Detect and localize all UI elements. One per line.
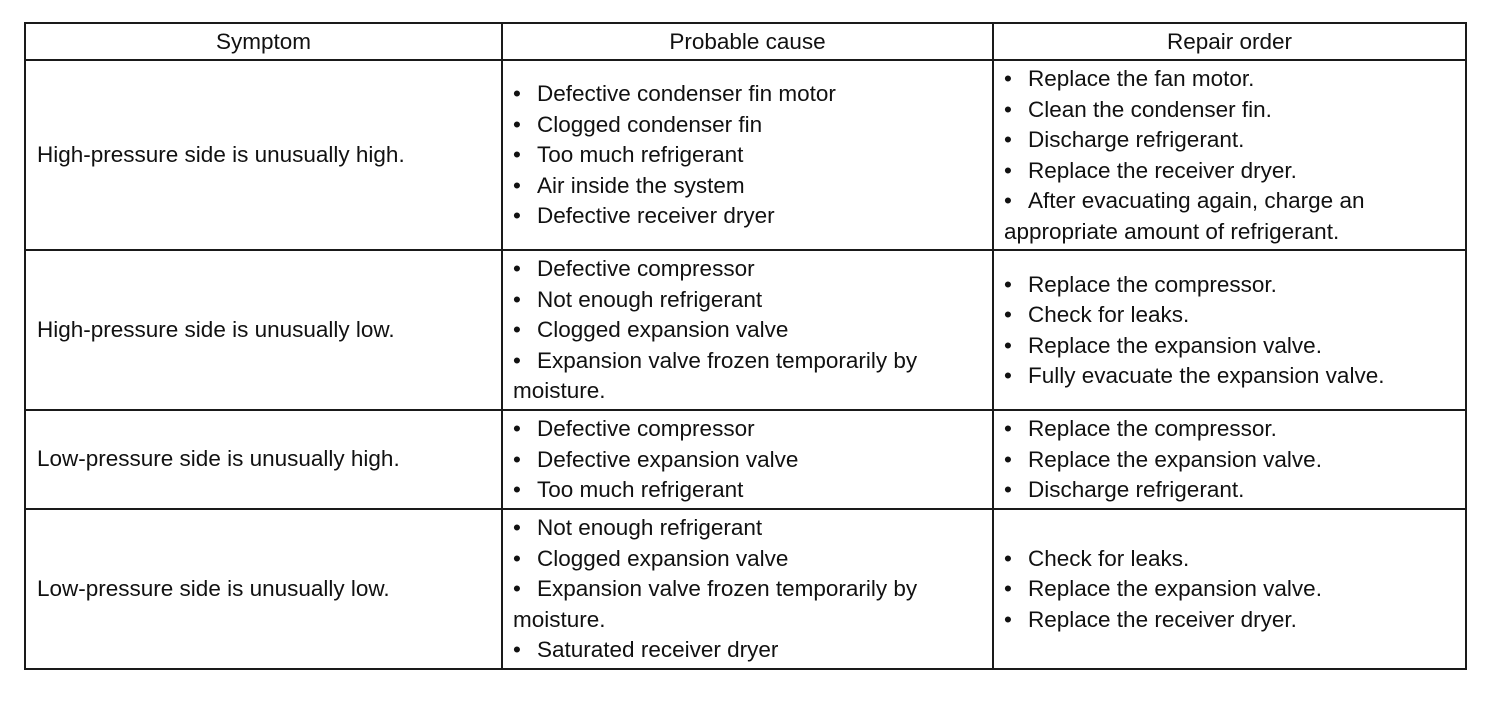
cause-item-text: Air inside the system bbox=[537, 172, 745, 198]
probable-cause-cell bbox=[502, 410, 993, 509]
repair-item bbox=[1004, 186, 1459, 247]
bullet-icon: • bbox=[1004, 416, 1012, 442]
repair-item-text: Replace the fan motor. bbox=[1028, 66, 1255, 91]
cause-item bbox=[513, 475, 986, 506]
cause-item-text: Defective compressor bbox=[537, 256, 755, 282]
table-header bbox=[25, 23, 1466, 60]
bullet-icon: • bbox=[1004, 66, 1012, 91]
header-row bbox=[25, 23, 1466, 60]
repair-item bbox=[1004, 475, 1459, 506]
cause-item-text: Too much refrigerant bbox=[537, 142, 744, 168]
cause-item bbox=[513, 574, 986, 635]
bullet-icon: • bbox=[1004, 302, 1012, 327]
cause-item bbox=[513, 140, 986, 171]
cause-item-text: Clogged expansion valve bbox=[537, 317, 789, 343]
cause-item-text: Defective expansion valve bbox=[537, 446, 799, 472]
bullet-icon: • bbox=[1004, 127, 1012, 152]
repair-order-cell bbox=[993, 250, 1466, 410]
bullet-icon: • bbox=[1004, 545, 1012, 571]
cause-item bbox=[513, 513, 986, 544]
repair-item-text: Replace the receiver dryer. bbox=[1028, 157, 1297, 183]
repair-item-text: Replace the receiver dryer. bbox=[1028, 606, 1297, 632]
table-row bbox=[25, 250, 1466, 410]
cause-item-text: Too much refrigerant bbox=[537, 477, 744, 503]
repair-item-text: Fully evacuate the expansion valve. bbox=[1028, 363, 1385, 388]
repair-item bbox=[1004, 64, 1459, 95]
cause-item-text: Defective receiver dryer bbox=[537, 203, 775, 229]
bullet-icon: • bbox=[513, 446, 521, 472]
bullet-icon: • bbox=[513, 545, 521, 571]
bullet-icon: • bbox=[513, 172, 521, 198]
bullet-icon: • bbox=[1004, 477, 1012, 503]
repair-item bbox=[1004, 605, 1459, 636]
bullet-icon: • bbox=[513, 515, 521, 540]
repair-item-text: Replace the compressor. bbox=[1028, 416, 1277, 442]
repair-item-text: Discharge refrigerant. bbox=[1028, 477, 1245, 503]
cause-item-text: Clogged expansion valve bbox=[537, 545, 789, 571]
cause-item bbox=[513, 346, 986, 407]
cause-item-text: Expansion valve frozen temporarily by moisture. bbox=[513, 576, 918, 632]
cause-item bbox=[513, 445, 986, 476]
cause-item bbox=[513, 635, 986, 666]
header-repair-order: Repair order bbox=[993, 23, 1466, 60]
repair-item-text: Clean the condenser fin. bbox=[1028, 96, 1272, 122]
bullet-icon: • bbox=[1004, 96, 1012, 122]
bullet-icon: • bbox=[1004, 446, 1012, 472]
probable-cause-cell bbox=[502, 250, 993, 410]
bullet-icon: • bbox=[1004, 188, 1012, 213]
cause-item bbox=[513, 285, 986, 316]
repair-item bbox=[1004, 95, 1459, 126]
cause-item-text: Clogged condenser fin bbox=[537, 111, 763, 137]
table-row bbox=[25, 509, 1466, 669]
bullet-icon: • bbox=[1004, 606, 1012, 632]
repair-item bbox=[1004, 361, 1459, 392]
bullet-icon: • bbox=[1004, 363, 1012, 388]
bullet-icon: • bbox=[513, 347, 521, 373]
bullet-icon: • bbox=[1004, 271, 1012, 297]
cause-item bbox=[513, 544, 986, 575]
cause-item bbox=[513, 414, 986, 445]
repair-item bbox=[1004, 544, 1459, 575]
bullet-icon: • bbox=[1004, 157, 1012, 183]
table-row bbox=[25, 410, 1466, 509]
repair-item-text: Replace the expansion valve. bbox=[1028, 446, 1322, 472]
bullet-icon: • bbox=[513, 142, 521, 168]
repair-item-text: Check for leaks. bbox=[1028, 302, 1190, 327]
cause-item bbox=[513, 171, 986, 202]
cause-item bbox=[513, 315, 986, 346]
repair-item-text: Replace the expansion valve. bbox=[1028, 332, 1322, 358]
repair-item-text: After evacuating again, charge an appropriate amount of refrigerant. bbox=[1004, 188, 1365, 244]
bullet-icon: • bbox=[1004, 332, 1012, 358]
repair-item-text: Discharge refrigerant. bbox=[1028, 127, 1245, 152]
header-probable-cause: Probable cause bbox=[502, 23, 993, 60]
table-row bbox=[25, 60, 1466, 250]
cause-item-text: Expansion valve frozen temporarily by moisture. bbox=[513, 347, 918, 404]
repair-item-text: Check for leaks. bbox=[1028, 545, 1190, 571]
cause-item-text: Defective compressor bbox=[537, 416, 755, 442]
repair-order-cell bbox=[993, 509, 1466, 669]
bullet-icon: • bbox=[513, 286, 521, 312]
repair-item bbox=[1004, 125, 1459, 156]
troubleshooting-table bbox=[24, 22, 1467, 670]
bullet-icon: • bbox=[513, 637, 521, 662]
cause-item-text: Defective condenser fin motor bbox=[537, 81, 836, 107]
repair-item bbox=[1004, 445, 1459, 476]
bullet-icon: • bbox=[513, 256, 521, 282]
cause-item-text: Not enough refrigerant bbox=[537, 515, 763, 540]
repair-order-cell bbox=[993, 410, 1466, 509]
bullet-icon: • bbox=[1004, 576, 1012, 601]
bullet-icon: • bbox=[513, 317, 521, 343]
repair-item-text: Replace the compressor. bbox=[1028, 271, 1277, 297]
table-body bbox=[25, 60, 1466, 669]
bullet-icon: • bbox=[513, 111, 521, 137]
probable-cause-cell bbox=[502, 60, 993, 250]
bullet-icon: • bbox=[513, 576, 521, 601]
symptom-cell: Low-pressure side is unusually low. bbox=[25, 509, 502, 669]
repair-item bbox=[1004, 331, 1459, 362]
cause-item bbox=[513, 254, 986, 285]
symptom-cell: Low-pressure side is unusually high. bbox=[25, 410, 502, 509]
cause-item-text: Saturated receiver dryer bbox=[537, 637, 779, 662]
repair-order-cell bbox=[993, 60, 1466, 250]
cause-item-text: Not enough refrigerant bbox=[537, 286, 763, 312]
repair-item bbox=[1004, 156, 1459, 187]
bullet-icon: • bbox=[513, 416, 521, 442]
header-symptom: Symptom bbox=[25, 23, 502, 60]
symptom-cell: High-pressure side is unusually high. bbox=[25, 60, 502, 250]
symptom-cell: High-pressure side is unusually low. bbox=[25, 250, 502, 410]
bullet-icon: • bbox=[513, 203, 521, 229]
repair-item bbox=[1004, 300, 1459, 331]
cause-item bbox=[513, 79, 986, 110]
repair-item bbox=[1004, 574, 1459, 605]
repair-item bbox=[1004, 414, 1459, 445]
cause-item bbox=[513, 110, 986, 141]
bullet-icon: • bbox=[513, 477, 521, 503]
probable-cause-cell bbox=[502, 509, 993, 669]
repair-item-text: Replace the expansion valve. bbox=[1028, 576, 1322, 601]
repair-item bbox=[1004, 270, 1459, 301]
bullet-icon: • bbox=[513, 81, 521, 107]
cause-item bbox=[513, 201, 986, 232]
